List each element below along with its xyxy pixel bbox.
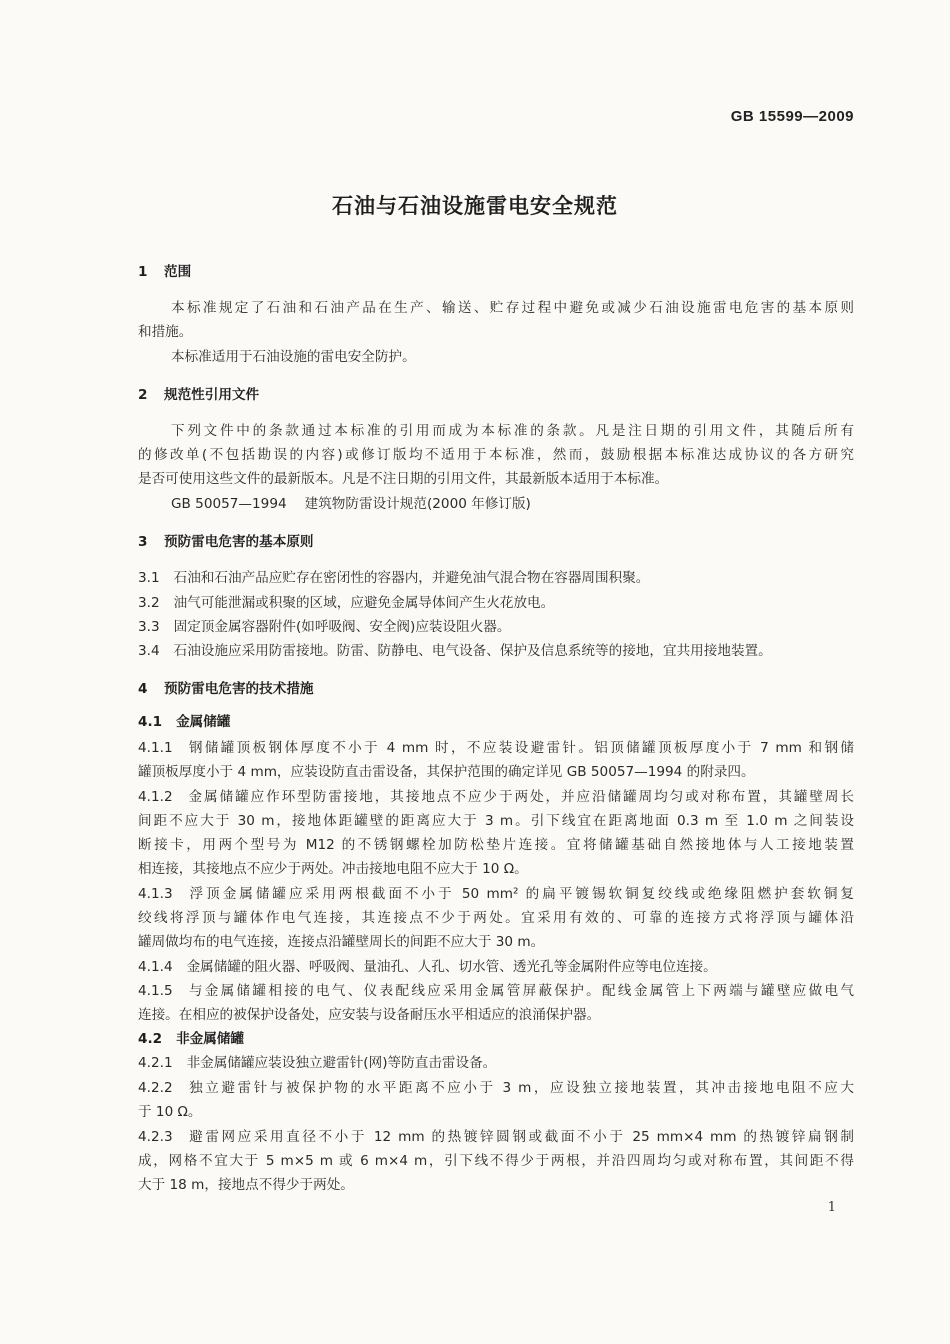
- clause-line: [138, 1054, 854, 1072]
- clause-line: 连接。在相应的被保护设备处，应安装与设备耐压水平相适应的浪涌保护器。: [138, 1007, 601, 1023]
- section-heading-4: [138, 680, 854, 698]
- section-number: 4.1: [138, 714, 163, 730]
- clause-number: 4.2.1: [138, 1055, 173, 1071]
- clause-line: 断接卡，用两个型号为 M12 的不锈钢螺栓加防松垫片连接。宜将储罐基础自然接地体与人工接地装置: [138, 837, 854, 853]
- clause-line: [138, 1079, 854, 1097]
- clause-text: 油气可能泄漏或积聚的区域，应避免金属导体间产生火花放电。: [173, 595, 555, 611]
- clause-number: 3.1: [138, 570, 160, 586]
- scope-paragraph: 本标准适用于石油设施的雷电安全防护。: [171, 349, 416, 365]
- refs-paragraph-line: 下列文件中的条款通过本标准的引用而成为本标准的条款。凡是注日期的引用文件，其随后所有: [171, 423, 854, 439]
- principle-item: [138, 594, 854, 612]
- reference-code: GB 50057—1994: [171, 496, 287, 512]
- clause-number: 4.1.4: [138, 959, 173, 975]
- section-title: 预防雷电危害的基本原则: [164, 534, 314, 550]
- clause-text: 金属储罐应作环型防雷接地，其接地点不应少于两处，并应沿储罐周均匀或对称布置，其罐壁周长: [186, 789, 854, 805]
- section-heading-3: [138, 533, 854, 551]
- clause-line: [138, 958, 854, 976]
- clause-line: 间距不应大于 30 m，接地体距罐壁的距离应大于 3 m。引下线宜在距离地面 0.3 m 至 1.0 m 之间装设: [138, 813, 854, 829]
- clause-line: 成，网格不宜大于 5 m×5 m 或 6 m×4 m，引下线不得少于两根，并沿四周均匀或对称布置，其间距不得: [138, 1153, 854, 1169]
- section-number: 1: [138, 264, 148, 280]
- clause-text: 与金属储罐相接的电气、仪表配线应采用金属管屏蔽保护。配线金属管上下两端与罐壁应做电气: [186, 983, 854, 999]
- clause-line: 于 10 Ω。: [138, 1104, 202, 1120]
- refs-paragraph-line: 是否可使用这些文件的最新版本。凡是不注日期的引用文件，其最新版本适用于本标准。: [138, 471, 669, 487]
- clause-number: 4.1.1: [138, 740, 173, 756]
- section-title: 预防雷电危害的技术措施: [164, 681, 314, 697]
- standard-code: GB 15599—2009: [730, 108, 854, 125]
- clause-number: 3.2: [138, 595, 160, 611]
- reference-title: 建筑物防雷设计规范(2000 年修订版): [304, 496, 531, 512]
- clause-line: [138, 1128, 854, 1146]
- principle-item: [138, 642, 854, 660]
- subsection-heading-4-1: [138, 713, 854, 731]
- clause-text: 金属储罐的阻火器、呼吸阀、量油孔、人孔、切水管、透光孔等金属附件应等电位连接。: [186, 959, 717, 975]
- section-title: 金属储罐: [176, 714, 231, 730]
- clause-number: 3.3: [138, 619, 160, 635]
- clause-line: [138, 739, 854, 757]
- document-title: 石油与石油设施雷电安全规范: [332, 194, 618, 218]
- clause-text: 固定顶金属容器附件(如呼吸阀、安全阀)应装设阻火器。: [173, 619, 511, 635]
- clause-text: 非金属储罐应装设独立避雷针(网)等防直击雷设备。: [186, 1055, 497, 1071]
- clause-number: 4.1.5: [138, 983, 173, 999]
- clause-text: 钢储罐顶板钢体厚度不小于 4 mm 时，不应装设避雷针。铝顶储罐顶板厚度小于 7 mm 和钢储: [186, 740, 854, 756]
- scope-paragraph-line: 本标准规定了石油和石油产品在生产、输送、贮存过程中避免或减少石油设施雷电危害的基本原则: [171, 300, 854, 316]
- clause-line: 绞线将浮顶与罐体作电气连接，其连接点不少于两处。宜采用有效的、可靠的连接方式将浮顶与罐体沿: [138, 910, 854, 926]
- section-title: 非金属储罐: [176, 1031, 245, 1047]
- clause-line: [138, 885, 854, 903]
- section-number: 4.2: [138, 1031, 163, 1047]
- section-heading-1: [138, 263, 854, 281]
- section-number: 4: [138, 681, 148, 697]
- clause-number: 4.1.3: [138, 886, 173, 902]
- section-number: 3: [138, 534, 148, 550]
- clause-text: 独立避雷针与被保护物的水平距离不应小于 3 m，应设独立接地装置，其冲击接地电阻不应大: [186, 1080, 854, 1096]
- clause-number: 4.2.2: [138, 1080, 173, 1096]
- principle-item: [138, 618, 854, 636]
- section-title: 规范性引用文件: [164, 387, 260, 403]
- section-title: 范围: [164, 264, 192, 280]
- principle-item: [138, 569, 854, 587]
- clause-line: 相连接，其接地点不应少于两处。冲击接地电阻不应大于 10 Ω。: [138, 861, 528, 877]
- clause-number: 4.2.3: [138, 1129, 173, 1145]
- section-number: 2: [138, 387, 148, 403]
- scope-paragraph-line: 和措施。: [138, 324, 193, 340]
- clause-line: 罐顶板厚度小于 4 mm，应装设防直击雷设备，其保护范围的确定详见 GB 50057—1994 的附录四。: [138, 764, 755, 780]
- clause-text: 石油设施应采用防雷接地。防雷、防静电、电气设备、保护及信息系统等的接地，宜共用接地装置。: [173, 643, 772, 659]
- clause-text: 浮顶金属储罐应采用两根截面不小于 50 mm² 的扁平镀锡软铜复绞线或绝缘阻燃护套软铜复: [186, 886, 854, 902]
- clause-line: 大于 18 m，接地点不得少于两处。: [138, 1177, 354, 1193]
- clause-text: 石油和石油产品应贮存在密闭性的容器内，并避免油气混合物在容器周围积聚。: [173, 570, 650, 586]
- clause-line: [138, 788, 854, 806]
- subsection-heading-4-2: [138, 1030, 854, 1048]
- clause-text: 避雷网应采用直径不小于 12 mm 的热镀锌圆钢或截面不小于 25 mm×4 mm 的热镀锌扁钢制: [186, 1129, 854, 1145]
- section-heading-2: [138, 386, 854, 404]
- refs-paragraph-line: 的修改单(不包括勘误的内容)或修订版均不适用于本标准，然而，鼓励根据本标准达成协议的各方研究: [138, 447, 854, 463]
- reference-item: [171, 495, 854, 513]
- clause-line: [138, 982, 854, 1000]
- clause-number: 3.4: [138, 643, 160, 659]
- page-number: 1: [827, 1200, 836, 1215]
- clause-number: 4.1.2: [138, 789, 173, 805]
- clause-line: 罐周做均布的电气连接，连接点沿罐壁周长的间距不应大于 30 m。: [138, 934, 545, 950]
